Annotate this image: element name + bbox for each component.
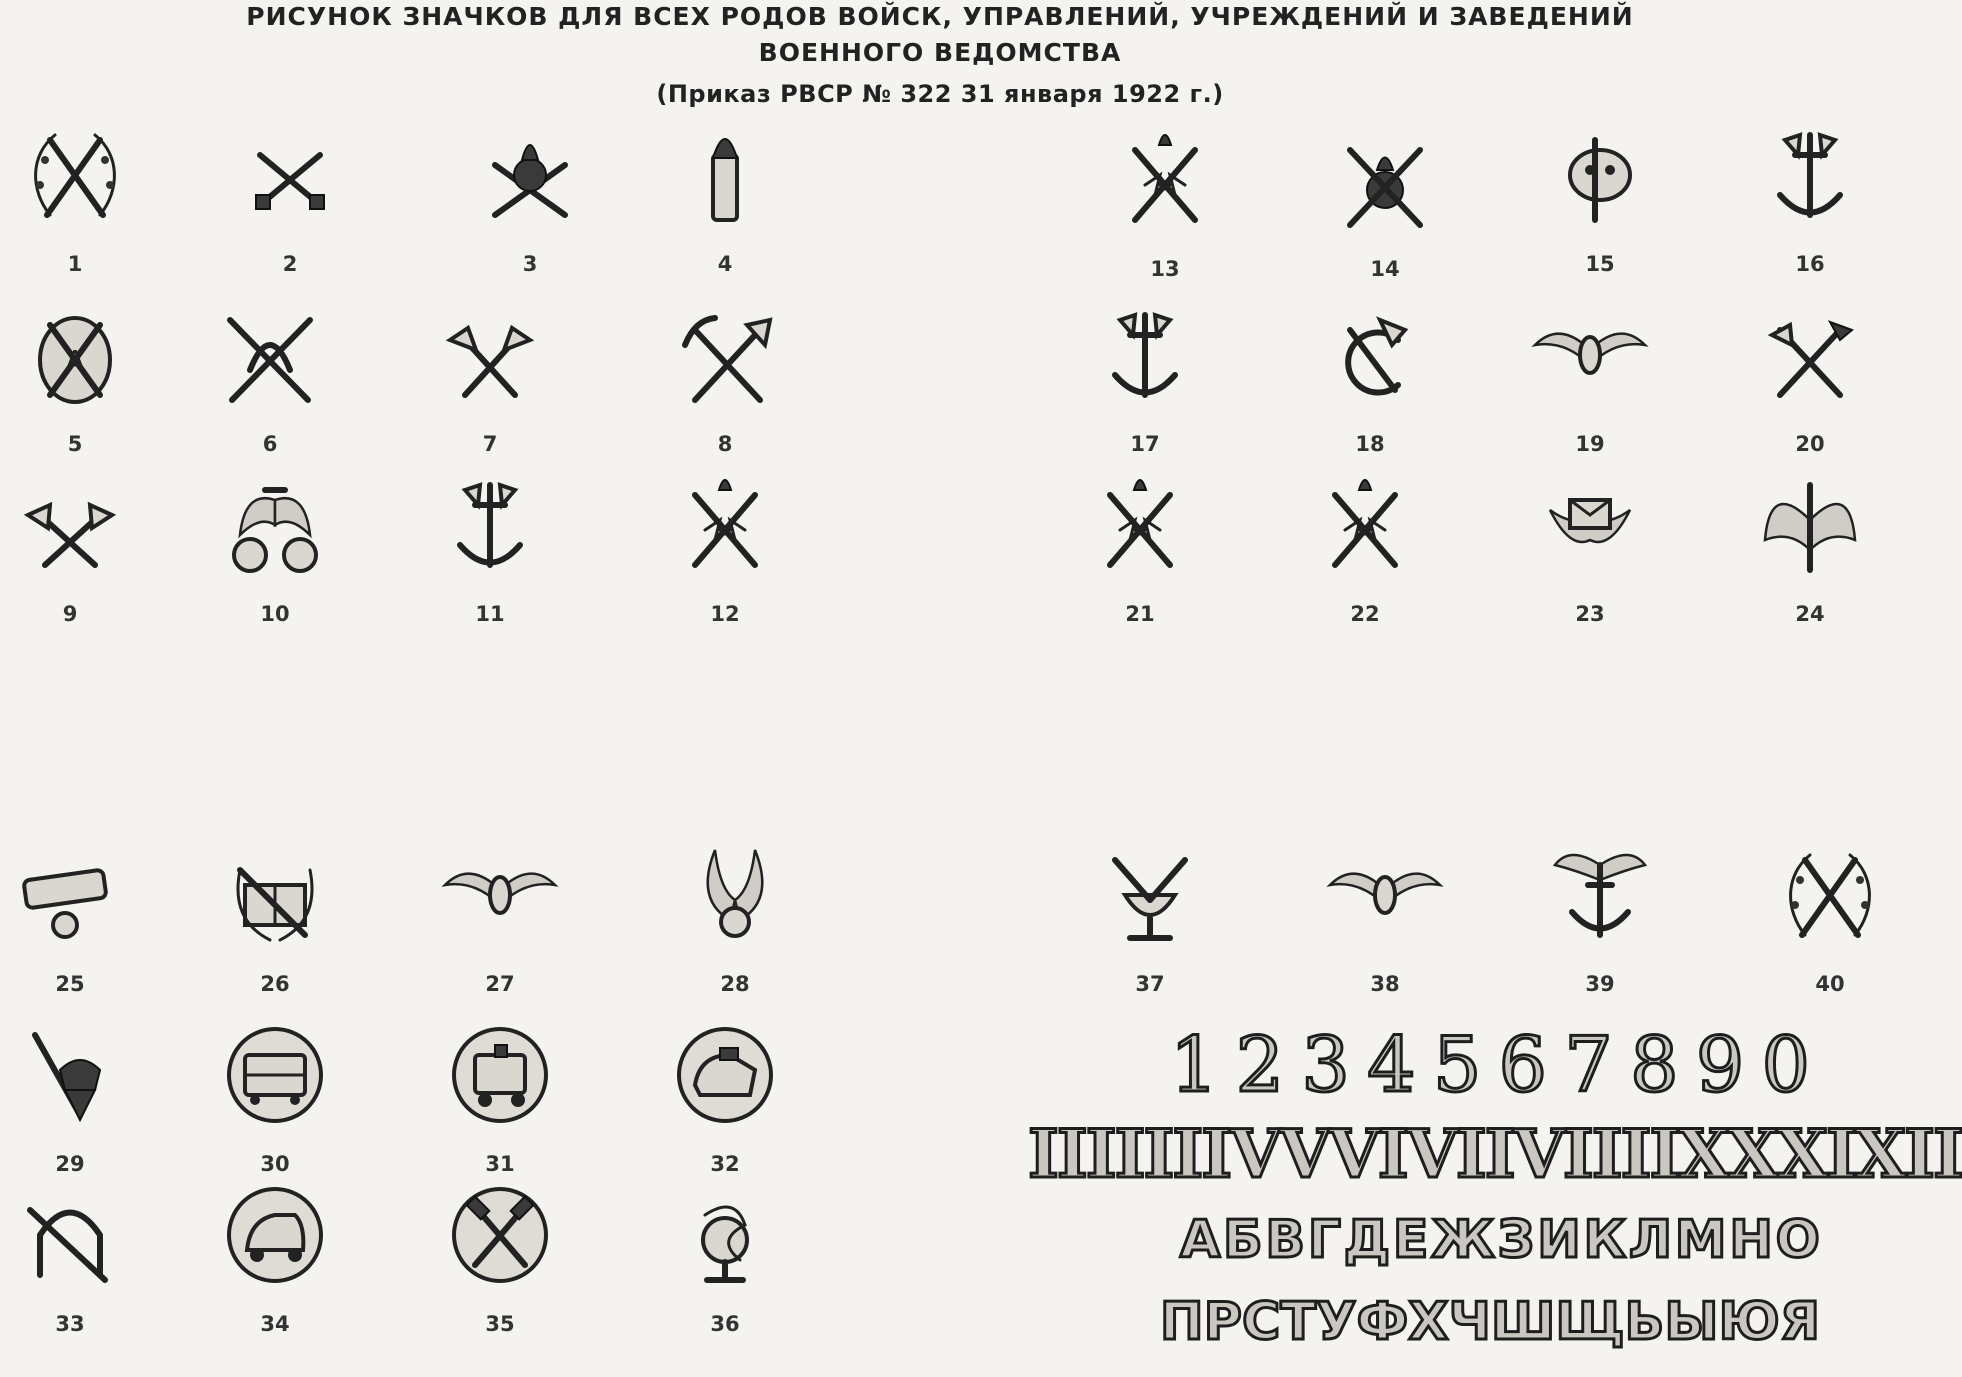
letter-glyph: К xyxy=(1583,1210,1627,1270)
badge-28 xyxy=(665,840,805,1010)
roman-numeral-glyph: XI xyxy=(1776,1115,1855,1193)
badge-number: 22 xyxy=(1350,602,1380,626)
roman-numerals-row xyxy=(1028,1115,1962,1193)
badge-number: 23 xyxy=(1575,602,1605,626)
badge-17 xyxy=(1075,300,1215,470)
badge-26 xyxy=(205,840,345,1010)
badge-23 xyxy=(1520,470,1660,640)
letter-glyph: М xyxy=(1674,1210,1727,1270)
letter-glyph: Е xyxy=(1392,1210,1429,1270)
letter-glyph: О xyxy=(1775,1210,1820,1270)
badge-number: 19 xyxy=(1575,432,1605,456)
letter-glyph: Н xyxy=(1729,1210,1773,1270)
badge-40 xyxy=(1760,840,1900,1010)
badge-13 xyxy=(1095,125,1235,295)
letter-glyph: Б xyxy=(1223,1210,1263,1270)
badge-27 xyxy=(430,840,570,1010)
badge-number: 14 xyxy=(1370,257,1400,281)
pick-shovel-icon xyxy=(675,300,775,410)
badge-33 xyxy=(0,1180,140,1350)
letter-glyph: Р xyxy=(1203,1292,1242,1352)
badge-6 xyxy=(200,300,340,470)
badge-number: 35 xyxy=(485,1312,515,1336)
axe-hammer-sword-icon xyxy=(1760,300,1860,410)
badge-4 xyxy=(655,120,795,290)
badge-36 xyxy=(655,1180,795,1350)
badge-37 xyxy=(1080,840,1220,1010)
badge-number: 38 xyxy=(1370,972,1400,996)
badge-1 xyxy=(5,120,145,290)
digit-glyph: 2 xyxy=(1235,1020,1285,1109)
roman-numeral-glyph: VIII xyxy=(1513,1115,1650,1193)
book-wreath-icon xyxy=(225,840,325,950)
badge-24 xyxy=(1740,470,1880,640)
badge-25 xyxy=(0,840,140,1010)
tank-disc-icon xyxy=(675,1020,775,1130)
axes-lightning-icon xyxy=(1115,125,1215,235)
letter-glyph: В xyxy=(1265,1210,1306,1270)
winged-wheel-icon xyxy=(685,840,785,950)
subtitle: (Приказ РВСР № 322 31 января 1922 г.) xyxy=(656,80,1224,108)
badge-number: 29 xyxy=(55,1152,85,1176)
badge-29 xyxy=(0,1020,140,1190)
badge-9 xyxy=(0,470,140,640)
letter-glyph: Ь xyxy=(1624,1292,1665,1352)
cup-torches-icon xyxy=(1100,840,1200,950)
digit-glyph: 7 xyxy=(1564,1020,1613,1109)
winged-wheels-icon xyxy=(225,470,325,580)
letter-glyph: Т xyxy=(1280,1292,1317,1352)
roman-numeral-glyph: IX xyxy=(1649,1115,1728,1193)
badge-number: 1 xyxy=(67,252,83,276)
shell-icon xyxy=(675,120,775,230)
badge-number: 17 xyxy=(1130,432,1160,456)
anchor-emblem-icon xyxy=(1760,120,1860,230)
letter-glyph: Ы xyxy=(1664,1292,1719,1352)
gas-mask-icon xyxy=(1550,120,1650,230)
badge-number: 31 xyxy=(485,1152,515,1176)
badge-number: 3 xyxy=(522,252,538,276)
badge-34 xyxy=(205,1180,345,1350)
badge-number: 8 xyxy=(717,432,733,456)
letter-glyph: З xyxy=(1497,1210,1535,1270)
alphabet-row-2 xyxy=(1030,1292,1930,1352)
badge-number: 33 xyxy=(55,1312,85,1336)
badge-number: 36 xyxy=(710,1312,740,1336)
letter-glyph: И xyxy=(1537,1210,1581,1270)
badge-18 xyxy=(1300,300,1440,470)
badge-8 xyxy=(655,300,795,470)
badge-number: 18 xyxy=(1355,432,1385,456)
badge-2 xyxy=(220,120,360,290)
digit-glyph: 8 xyxy=(1630,1020,1679,1109)
badge-number: 40 xyxy=(1815,972,1845,996)
hammers-disc-icon xyxy=(450,1180,550,1290)
letter-glyph: Х xyxy=(1408,1292,1449,1352)
title-line-1: РИСУНОК ЗНАЧКОВ ДЛЯ ВСЕХ РОДОВ ВОЙСК, УПРАВЛЕНИЙ, УЧРЕЖДЕНИЙ И ЗАВЕДЕНИЙ xyxy=(246,2,1634,31)
roman-numeral-glyph: VII xyxy=(1406,1115,1514,1193)
badge-number: 12 xyxy=(710,602,740,626)
crossed-cannons-icon xyxy=(240,120,340,230)
armoured-car-disc-icon xyxy=(450,1020,550,1130)
digit-glyph: 4 xyxy=(1367,1020,1416,1109)
badge-35 xyxy=(430,1180,570,1350)
badge-number: 21 xyxy=(1125,602,1155,626)
badge-number: 6 xyxy=(262,432,278,456)
winged-propeller-icon xyxy=(1540,300,1640,410)
roman-numeral-glyph: VI xyxy=(1328,1115,1407,1193)
badge-3 xyxy=(460,120,600,290)
letter-glyph: С xyxy=(1242,1292,1281,1352)
wreath-crossed-rifles-icon xyxy=(25,120,125,230)
badge-number: 39 xyxy=(1585,972,1615,996)
svg-text:A: A xyxy=(64,345,86,380)
cannons-grenade-icon xyxy=(480,120,580,230)
grenade-shovel-pick-icon xyxy=(1335,125,1435,235)
horseshoe-horse-icon xyxy=(20,1180,120,1290)
anchor-lightning-icon xyxy=(1095,300,1195,410)
letter-glyph: Я xyxy=(1779,1292,1820,1352)
anchor-axes-icon xyxy=(440,470,540,580)
badge-number: 20 xyxy=(1795,432,1825,456)
wheel-axe-icon xyxy=(1320,300,1420,410)
roman-numeral-glyph: I xyxy=(1028,1115,1057,1193)
digit-glyph: 5 xyxy=(1432,1020,1482,1109)
horseshoe-sabres-icon xyxy=(220,300,320,410)
letter-glyph: П xyxy=(1160,1292,1204,1352)
winged-engine-icon xyxy=(450,840,550,950)
winged-propeller-vertical-icon xyxy=(1335,840,1435,950)
badge-38 xyxy=(1315,840,1455,1010)
badge-12 xyxy=(655,470,795,640)
badge-number: 30 xyxy=(260,1152,290,1176)
badge-32 xyxy=(655,1020,795,1190)
crossed-axes-icon xyxy=(440,300,540,410)
letter-glyph: Ч xyxy=(1448,1292,1491,1352)
letter-glyph: Ш xyxy=(1490,1292,1556,1352)
letter-glyph: Г xyxy=(1307,1210,1341,1270)
globe-snake-icon xyxy=(675,1180,775,1290)
badge-number: 27 xyxy=(485,972,515,996)
badge-number: 25 xyxy=(55,972,85,996)
badge-number: 5 xyxy=(67,432,83,456)
roman-numeral-glyph: III xyxy=(1114,1115,1202,1193)
letter-glyph: Ф xyxy=(1356,1292,1409,1352)
badge-number: 10 xyxy=(260,602,290,626)
double-eagle-icon xyxy=(1760,470,1860,580)
envelope-wings-icon xyxy=(1540,470,1640,580)
badge-number: 34 xyxy=(260,1312,290,1336)
letter-glyph: Ю xyxy=(1718,1292,1780,1352)
digit-glyph: 1 xyxy=(1170,1020,1219,1109)
badge-number: 26 xyxy=(260,972,290,996)
badge-5 xyxy=(5,300,145,470)
digits-row xyxy=(1030,1020,1930,1109)
winged-anchor-icon xyxy=(1550,840,1650,950)
oval-rifles-icon xyxy=(25,300,125,410)
shovel-axe-icon xyxy=(20,470,120,580)
letter-glyph: Щ xyxy=(1555,1292,1625,1352)
badge-number: 2 xyxy=(282,252,298,276)
roman-numeral-glyph: II xyxy=(1056,1115,1115,1193)
badge-number: 16 xyxy=(1795,252,1825,276)
badge-number: 15 xyxy=(1585,252,1615,276)
badge-number: 7 xyxy=(482,432,498,456)
roman-numeral-glyph: IV xyxy=(1201,1115,1280,1193)
badge-number: 28 xyxy=(720,972,750,996)
badge-number: 32 xyxy=(710,1152,740,1176)
star-lightning-icon xyxy=(1090,470,1190,580)
roman-numeral-glyph: XII xyxy=(1854,1115,1962,1193)
badge-31 xyxy=(430,1020,570,1190)
digit-glyph: 0 xyxy=(1761,1020,1810,1109)
letter-glyph: У xyxy=(1316,1292,1357,1352)
badge-11 xyxy=(420,470,560,640)
badge-22 xyxy=(1295,470,1435,640)
badge-39 xyxy=(1530,840,1670,1010)
badge-number: 9 xyxy=(62,602,78,626)
cannon-barrel-icon xyxy=(20,840,120,950)
letter-glyph: Л xyxy=(1628,1210,1673,1270)
roman-numeral-glyph: X xyxy=(1727,1115,1777,1193)
badge-10 xyxy=(205,470,345,640)
title-line-2: ВОЕННОГО ВЕДОМСТВА xyxy=(758,38,1122,67)
armoured-train-disc-icon xyxy=(225,1020,325,1130)
letter-glyph: А xyxy=(1180,1210,1221,1270)
digit-glyph: 3 xyxy=(1301,1020,1350,1109)
badge-20 xyxy=(1740,300,1880,470)
roman-numeral-glyph: V xyxy=(1279,1115,1329,1193)
badge-number: 13 xyxy=(1150,257,1180,281)
car-disc-icon xyxy=(225,1180,325,1290)
badge-16 xyxy=(1740,120,1880,290)
badge-number: 24 xyxy=(1795,602,1825,626)
wreath-rifles-icon xyxy=(1780,840,1880,950)
badge-number: 37 xyxy=(1135,972,1165,996)
badge-15 xyxy=(1530,120,1670,290)
badge-30 xyxy=(205,1020,345,1190)
badge-19 xyxy=(1520,300,1660,470)
badge-number: 11 xyxy=(475,602,505,626)
badge-number: 4 xyxy=(717,252,733,276)
digit-glyph: 9 xyxy=(1695,1020,1745,1109)
badge-7 xyxy=(420,300,560,470)
badge-21 xyxy=(1070,470,1210,640)
alphabet-row-1 xyxy=(1030,1210,1930,1270)
helmet-sword-icon xyxy=(20,1020,120,1130)
digit-glyph: 6 xyxy=(1498,1020,1548,1109)
torch-lightning-icon xyxy=(675,470,775,580)
lightning-cross-icon xyxy=(1315,470,1415,580)
letter-glyph: Ж xyxy=(1431,1210,1495,1270)
badge-14 xyxy=(1315,125,1455,295)
letter-glyph: Д xyxy=(1343,1210,1391,1270)
